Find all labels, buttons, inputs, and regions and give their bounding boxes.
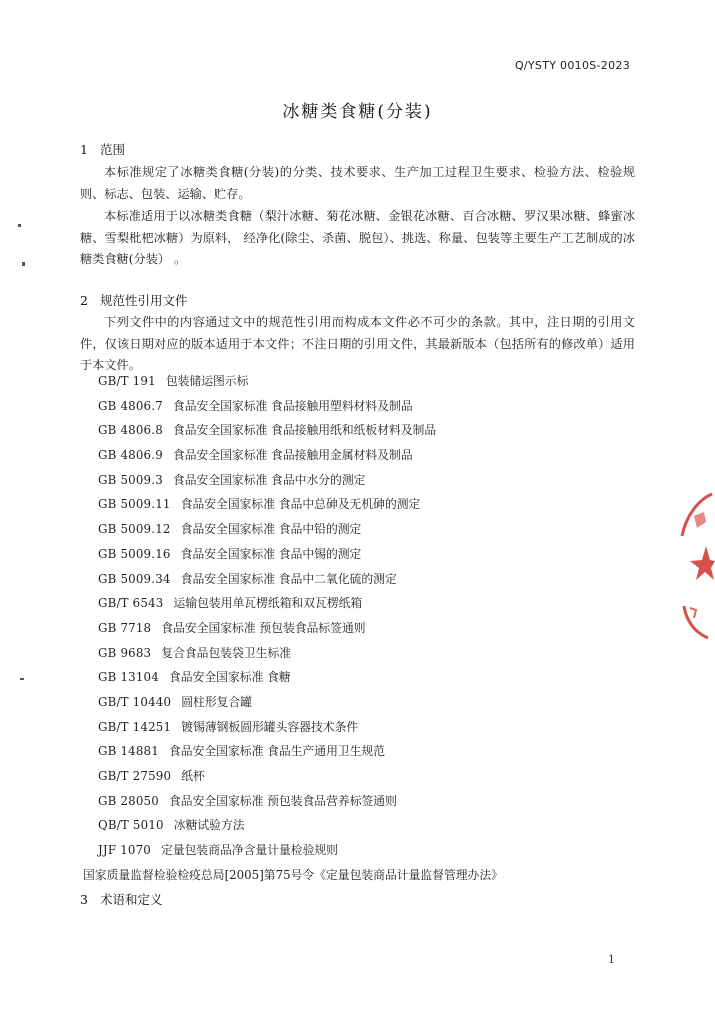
reference-title: 纸杯 [181, 769, 205, 783]
reference-title: 食品安全国家标准 食品接触用纸和纸板材料及制品 [172, 423, 437, 438]
reference-item [98, 690, 638, 715]
reference-code: GB 5009.3 [98, 472, 163, 487]
reference-item [98, 468, 638, 493]
reference-code: GB/T 27590 [98, 769, 172, 783]
section-1-heading [80, 140, 125, 158]
scope-paragraph-1: 本标准规定了冰糖类食糖(分装)的分类、技术要求、生产加工过程卫生要求、检验方法、检验规则、标志、包装、运输、贮存。 [80, 165, 635, 201]
reference-code: GB 7718 [98, 620, 152, 635]
reference-code: GB 9683 [98, 645, 152, 660]
reference-code: GB 4806.9 [98, 448, 163, 463]
scope-paragraph-2: 本标准适用于以冰糖类食糖（梨汁冰糖、菊花冰糖、金银花冰糖、百合冰糖、罗汉果冰糖、蜂蜜冰糖、雪梨枇杷冰糖）为原料， 经净化(除尘、杀菌、脱包）、挑选、称量、包装等主要生产工艺制成的冰糖类食糖(分装） 。 [80, 209, 635, 266]
section-title: 范围 [99, 142, 125, 157]
reference-title: 国家质量监督检验检疫总局[2005]第75号令《定量包装商品计量监督管理办法》 [83, 867, 503, 882]
section-number: 3 [80, 892, 88, 907]
reference-code: GB/T 14251 [98, 719, 172, 734]
reference-title: 镀锡薄钢板圆形罐头容器技术条件 [181, 719, 359, 734]
reference-item [98, 443, 638, 468]
reference-title: 食品安全国家标准 食品接触用金属材料及制品 [172, 448, 413, 463]
scan-speck [20, 678, 24, 680]
reference-code: GB 5009.16 [98, 546, 171, 561]
reference-code: GB 13104 [98, 670, 159, 685]
reference-item [98, 591, 638, 616]
reference-item [83, 863, 638, 888]
reference-title: 食品安全国家标准 预包装食品营养标签通则 [168, 793, 397, 808]
reference-title: 圆柱形复合罐 [181, 694, 253, 709]
section-number: 1 [80, 142, 88, 157]
seal-star-icon [690, 546, 715, 580]
reference-item [98, 665, 638, 690]
section-number: 2 [80, 293, 88, 308]
section-title: 术语和定义 [99, 892, 163, 907]
reference-code: GB/T 191 [98, 374, 156, 388]
document-title: 冰糖类食糖(分装) [282, 102, 433, 122]
reference-item [98, 789, 638, 814]
reference-code: GB/T 6543 [98, 596, 164, 611]
reference-item [98, 838, 638, 863]
scan-speck [18, 224, 21, 227]
reference-code: GB 4806.7 [98, 398, 163, 413]
reference-code: QB/T 5010 [98, 818, 164, 833]
scan-speck [22, 262, 25, 266]
section-3-heading [80, 890, 163, 908]
reference-item [98, 542, 638, 567]
reference-title: 运输包装用单瓦楞纸箱和双瓦楞纸箱 [173, 596, 363, 611]
reference-item [98, 813, 638, 838]
reference-list [83, 369, 638, 887]
reference-title: 包装储运图示标 [165, 374, 249, 388]
reference-item [98, 641, 638, 666]
reference-title: 食品安全国家标准 食糖 [168, 670, 291, 685]
reference-title: 食品安全国家标准 食品生产通用卫生规范 [168, 744, 386, 759]
seal-glyph-fragment [694, 512, 706, 528]
page-number: 1 [608, 953, 615, 966]
reference-title: 冰糖试验方法 [173, 818, 245, 833]
reference-item [98, 492, 638, 517]
section-2-heading [80, 291, 188, 309]
reference-title: 定量包装商品净含量计量检验规则 [161, 843, 338, 858]
reference-title: 食品安全国家标准 食品接触用塑料材料及制品 [172, 398, 413, 413]
reference-code: GB 28050 [98, 793, 159, 808]
reference-item [98, 567, 638, 592]
red-seal-stamp [668, 488, 715, 648]
reference-code: GB 14881 [98, 744, 159, 759]
reference-item [98, 764, 638, 789]
reference-item [98, 418, 638, 443]
reference-title: 食品安全国家标准 食品中总砷及无机砷的测定 [180, 497, 421, 512]
reference-code: GB 4806.8 [98, 423, 163, 438]
reference-code: GB 5009.34 [98, 571, 171, 586]
section-title: 规范性引用文件 [99, 293, 188, 308]
seal-glyph-fragment [690, 608, 696, 618]
reference-code: GB 5009.11 [98, 497, 171, 512]
reference-item [98, 715, 638, 740]
document-code: Q/YSTY 0010S-2023 [514, 59, 630, 72]
references-intro-paragraph: 下列文件中的内容通过文中的规范性引用而构成本文件必不可少的条款。其中，注日期的引用文件，仅该日期对应的版本适用于本文件；不注日期的引用文件，其最新版本（包括所有的修改单）适用于本文件。 [80, 315, 635, 372]
reference-item [98, 517, 638, 542]
reference-code: GB 5009.12 [98, 522, 171, 537]
reference-title: 食品安全国家标准 食品中铅的测定 [180, 522, 362, 537]
reference-item [98, 394, 638, 419]
reference-title: 食品安全国家标准 食品中水分的测定 [172, 472, 366, 487]
reference-item [98, 616, 638, 641]
reference-code: JJF 1070 [98, 843, 152, 858]
reference-title: 复合食品包装袋卫生标准 [161, 645, 292, 660]
reference-item [98, 369, 638, 394]
reference-title: 食品安全国家标准 食品中二氧化硫的测定 [180, 571, 397, 586]
reference-title: 食品安全国家标准 食品中锡的测定 [180, 546, 362, 561]
reference-code: GB/T 10440 [98, 694, 172, 709]
reference-title: 食品安全国家标准 预包装食品标签通则 [161, 620, 366, 635]
reference-item [98, 739, 638, 764]
